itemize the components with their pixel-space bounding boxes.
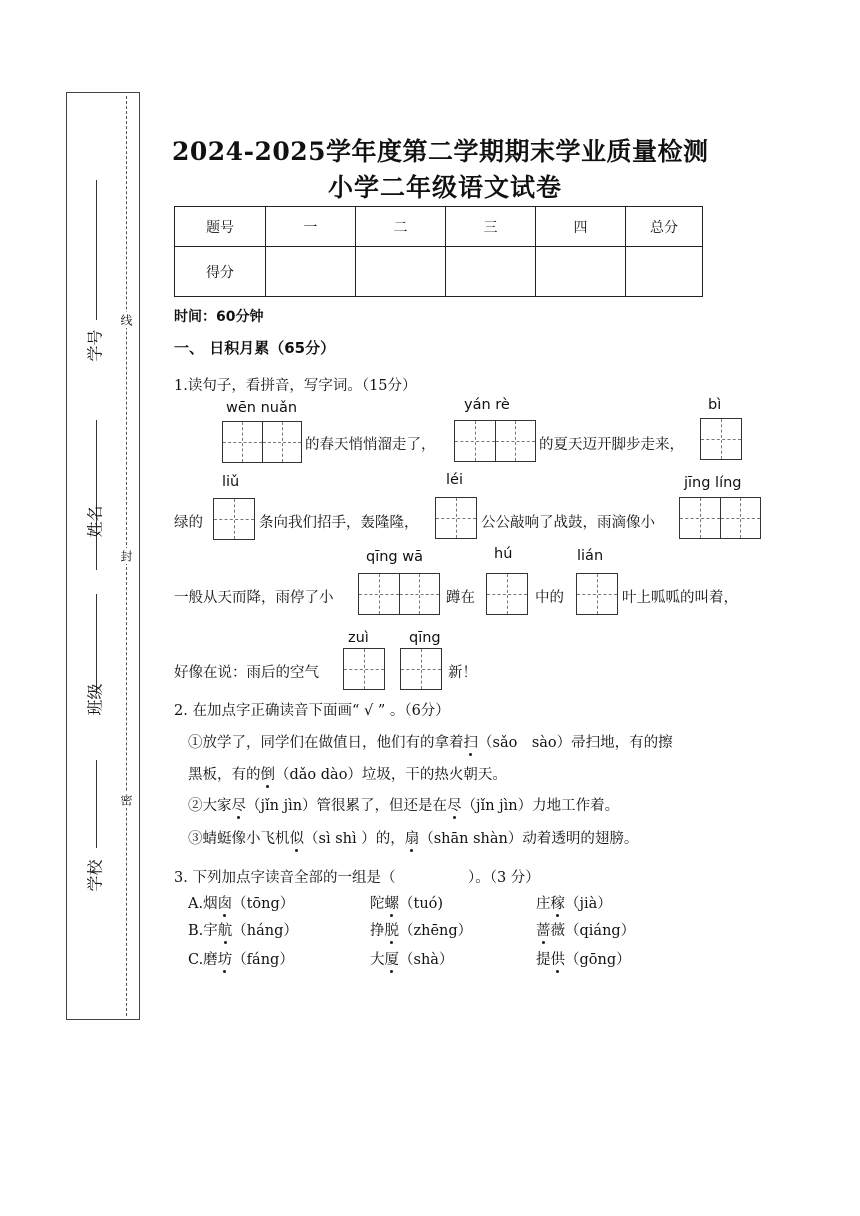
seal-char-seal: 封 bbox=[119, 550, 133, 562]
q1-text: 条向我们招手，轰隆隆， bbox=[259, 515, 419, 531]
tianzige-box[interactable] bbox=[486, 573, 528, 615]
pinyin-label: liǔ bbox=[222, 474, 240, 490]
q2-prompt: 2. 在加点字正确读音下面画“ √ ” 。（6分） bbox=[174, 703, 450, 719]
pinyin-label: qīng bbox=[409, 630, 441, 646]
score-cell[interactable] bbox=[536, 247, 626, 297]
q1-text: 的夏天迈开脚步走来， bbox=[539, 437, 684, 453]
tianzige-box[interactable] bbox=[679, 497, 761, 539]
q1-text: 公公敲响了战鼓，雨滴像小 bbox=[481, 515, 655, 531]
score-cell[interactable] bbox=[356, 247, 446, 297]
score-row-label: 得分 bbox=[175, 247, 266, 297]
score-cell[interactable] bbox=[626, 247, 703, 297]
pinyin-label: léi bbox=[446, 472, 463, 488]
score-header-cell: 题号 bbox=[175, 207, 266, 247]
pinyin-label: qīng wā bbox=[366, 549, 423, 565]
pinyin-label: lián bbox=[577, 548, 604, 564]
score-cell[interactable] bbox=[446, 247, 536, 297]
q3-option[interactable]: 大厦（shà） bbox=[370, 952, 454, 968]
q1-text: 绿的 bbox=[174, 515, 203, 531]
pinyin-label: bì bbox=[708, 397, 722, 413]
score-header-cell: 二 bbox=[356, 207, 446, 247]
score-header-cell: 一 bbox=[266, 207, 356, 247]
student-id-label: 学号 bbox=[85, 329, 105, 362]
q3-option[interactable]: B.宇航（háng） bbox=[188, 923, 298, 939]
class-label: 班级 bbox=[85, 683, 105, 716]
section-heading: 一、 日积月累（65分） bbox=[174, 339, 336, 357]
score-table bbox=[174, 206, 703, 297]
seal-char-line: 线 bbox=[119, 314, 133, 326]
name-label: 姓名 bbox=[85, 505, 105, 538]
exam-title: 2024-2025学年度第二学期期末学业质量检测 bbox=[172, 137, 709, 166]
tianzige-box[interactable] bbox=[400, 648, 442, 690]
school-label: 学校 bbox=[85, 859, 105, 892]
score-cell[interactable] bbox=[266, 247, 356, 297]
tianzige-box[interactable] bbox=[343, 648, 385, 690]
exam-subtitle: 小学二年级语文试卷 bbox=[328, 173, 563, 202]
student-id-line bbox=[96, 180, 97, 320]
q2-item-1a: ①放学了，同学们在做值日，他们有的拿着扫（sǎo sào）帚扫地，有的擦 bbox=[188, 735, 673, 751]
seal-char-secret: 密 bbox=[119, 794, 133, 806]
tianzige-box[interactable] bbox=[700, 418, 742, 460]
q1-text: 中的 bbox=[535, 590, 564, 606]
q1-text: 新！ bbox=[448, 665, 477, 681]
q1-text: 叶上呱呱的叫着， bbox=[622, 590, 738, 606]
q1-text: 的春天悄悄溜走了， bbox=[305, 437, 436, 453]
class-line bbox=[96, 594, 97, 694]
pinyin-label: wēn nuǎn bbox=[226, 400, 298, 416]
q1-prompt: 1.读句子，看拼音，写字词。（15分） bbox=[174, 378, 417, 394]
q1-text: 蹲在 bbox=[446, 590, 475, 606]
score-header-cell: 总分 bbox=[626, 207, 703, 247]
q3-option[interactable]: 提供（gōng） bbox=[536, 952, 631, 968]
q1-text: 一般从天而降，雨停了小 bbox=[174, 590, 334, 606]
q1-text: 好像在说：雨后的空气 bbox=[174, 665, 319, 681]
tianzige-box[interactable] bbox=[358, 573, 440, 615]
pinyin-label: hú bbox=[494, 546, 513, 562]
pinyin-label: yán rè bbox=[464, 397, 510, 413]
tianzige-box[interactable] bbox=[435, 497, 477, 539]
q3-option[interactable]: C.磨坊（fáng） bbox=[188, 952, 294, 968]
score-header-cell: 四 bbox=[536, 207, 626, 247]
q3-option[interactable]: 蔷薇（qiáng） bbox=[536, 923, 636, 939]
name-line bbox=[96, 420, 97, 570]
time-note: 时间：60分钟 bbox=[174, 309, 264, 325]
q2-item-2: ②大家尽（jǐn jìn）管很累了，但还是在尽（jǐn jìn）力地工作着。 bbox=[188, 798, 620, 814]
tianzige-box[interactable] bbox=[222, 421, 302, 463]
tianzige-box[interactable] bbox=[213, 498, 255, 540]
q3-option[interactable]: 挣脱（zhēng） bbox=[370, 923, 473, 939]
pinyin-label: zuì bbox=[348, 630, 369, 646]
q3-option[interactable]: A.烟囱（tōng） bbox=[188, 896, 295, 912]
pinyin-label: jīng líng bbox=[684, 475, 742, 491]
tianzige-box[interactable] bbox=[576, 573, 618, 615]
tianzige-box[interactable] bbox=[454, 420, 536, 462]
q2-item-3: ③蜻蜓像小飞机似（sì shì ）的，扇（shān shàn）动着透明的翅膀。 bbox=[188, 831, 639, 847]
score-header-cell: 三 bbox=[446, 207, 536, 247]
q3-option[interactable]: 陀螺（tuó) bbox=[370, 896, 444, 912]
school-line bbox=[96, 760, 97, 848]
q3-option[interactable]: 庄稼（jià） bbox=[536, 896, 612, 912]
q2-item-1b: 黑板，有的倒（dǎo dào）垃圾，干的热火朝天。 bbox=[188, 767, 507, 783]
q3-prompt: 3. 下列加点字读音全部的一组是（ ）。（3 分） bbox=[174, 870, 540, 886]
